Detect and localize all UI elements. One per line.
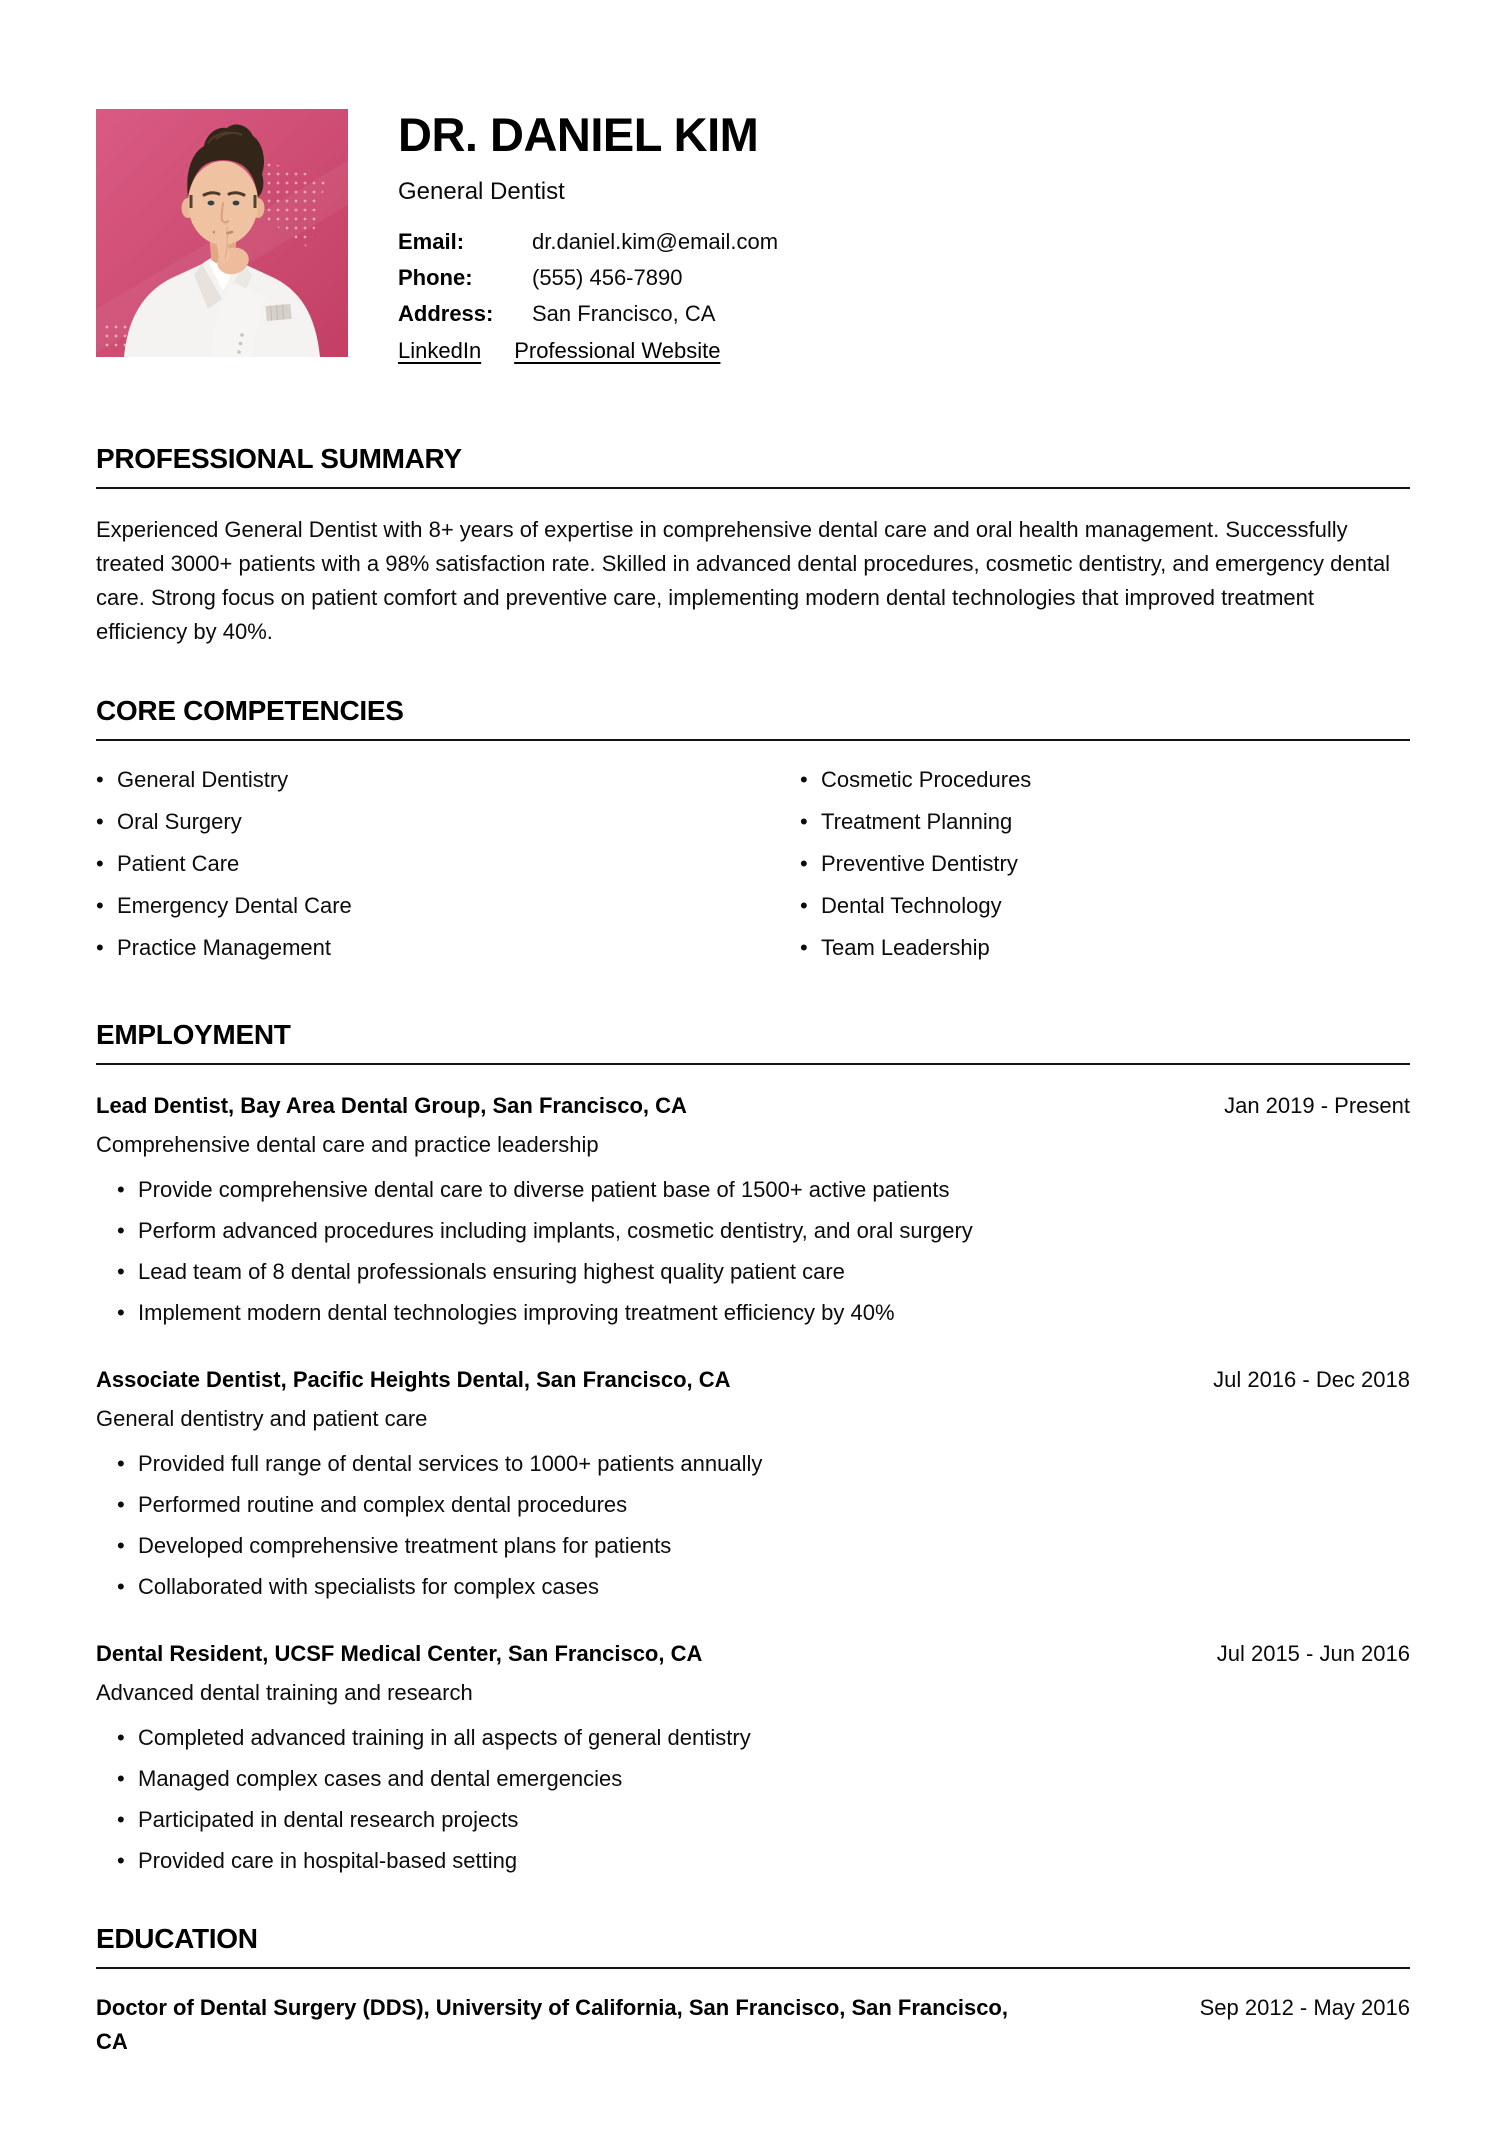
section-employment: [96, 1019, 1410, 1877]
contact-row-phone: [398, 260, 778, 296]
job-bullet: • Provide comprehensive dental care to diverse patient base of 1500+ active patients: [117, 1173, 1410, 1206]
job-entry: [96, 1363, 1410, 1603]
job-bullet: • Completed advanced training in all aspects of general dentistry: [117, 1721, 1410, 1754]
job-title: Associate Dentist, Pacific Heights Dental, San Francisco, CA: [96, 1367, 731, 1392]
job-subtitle: General dentistry and patient care: [96, 1406, 428, 1431]
competency-item: • Cosmetic Procedures: [800, 763, 1410, 796]
contact-row-email: [398, 224, 778, 260]
job-bullet-list: [96, 1721, 1410, 1877]
job-dates: Jul 2015 - Jun 2016: [1216, 1641, 1410, 1666]
job-bullet: • Lead team of 8 dental professionals ensuring highest quality patient care: [117, 1255, 1410, 1288]
contact-links: [398, 333, 778, 369]
job-title: Dental Resident, UCSF Medical Center, San Francisco, CA: [96, 1641, 703, 1666]
job-bullet: • Provided full range of dental services to 1000+ patients annually: [117, 1447, 1410, 1480]
section-professional-summary: [96, 443, 1410, 649]
competency-item: • Preventive Dentistry: [800, 847, 1410, 880]
education-entry: [96, 1991, 1410, 2059]
competencies-heading: CORE COMPETENCIES: [96, 695, 1410, 741]
contact-row-address: [398, 296, 778, 332]
competency-list-left: [96, 763, 800, 973]
competencies-grid: [96, 763, 1410, 973]
job-bullet-list: [96, 1447, 1410, 1603]
job-bullet: • Developed comprehensive treatment plans for patients: [117, 1529, 1410, 1562]
address-value: San Francisco, CA: [532, 301, 716, 326]
contact-block: [398, 224, 778, 369]
job-bullet: • Implement modern dental technologies improving treatment efficiency by 40%: [117, 1296, 1410, 1329]
candidate-name: DR. DANIEL KIM: [398, 108, 759, 161]
competency-item: • Team Leadership: [800, 931, 1410, 964]
job-head: [96, 1637, 1410, 1670]
competency-item: • Practice Management: [96, 931, 800, 964]
competency-item: • General Dentistry: [96, 763, 800, 796]
job-bullet: • Managed complex cases and dental emergencies: [117, 1762, 1410, 1795]
header-info: [398, 109, 778, 369]
competency-item: • Patient Care: [96, 847, 800, 880]
employment-heading: EMPLOYMENT: [96, 1019, 1410, 1065]
email-value: dr.daniel.kim@email.com: [532, 229, 779, 254]
competency-item: • Emergency Dental Care: [96, 889, 800, 922]
address-label: Address:: [398, 301, 494, 326]
job-bullet: • Provided care in hospital-based setting: [117, 1844, 1410, 1877]
section-education: [96, 1923, 1410, 2059]
job-bullet-list: [96, 1173, 1410, 1329]
summary-heading: PROFESSIONAL SUMMARY: [96, 443, 1410, 489]
profile-photo: [96, 109, 348, 357]
job-bullet: • Collaborated with specialists for complex cases: [117, 1570, 1410, 1603]
candidate-title: General Dentist: [398, 178, 565, 205]
section-core-competencies: [96, 695, 1410, 973]
resume-header: [96, 109, 1410, 369]
job-bullet: • Performed routine and complex dental procedures: [117, 1488, 1410, 1521]
phone-value: (555) 456-7890: [532, 265, 683, 290]
competency-item: • Treatment Planning: [800, 805, 1410, 838]
pocket-square: [265, 304, 291, 321]
linkedin-link[interactable]: LinkedIn: [398, 338, 482, 363]
job-head: [96, 1363, 1410, 1396]
competency-item: • Oral Surgery: [96, 805, 800, 838]
job-head: [96, 1089, 1410, 1122]
education-dates: Sep 2012 - May 2016: [1199, 1995, 1410, 2020]
job-bullet: • Perform advanced procedures including implants, cosmetic dentistry, and oral surgery: [117, 1214, 1410, 1247]
job-dates: Jan 2019 - Present: [1224, 1093, 1410, 1118]
education-degree: Doctor of Dental Surgery (DDS), University of California, San Francisco, San Francisco, CA: [96, 1995, 1008, 2054]
professional-website-link[interactable]: Professional Website: [514, 338, 721, 363]
education-heading: EDUCATION: [96, 1923, 1410, 1969]
summary-text: Experienced General Dentist with 8+ years of expertise in comprehensive dental care and oral health management. Successfully treated 3000+ patients with a 98% satisfaction rate. Skilled in advanced dental procedures, cosmetic dentistry, and emergency dental care. Strong focus on patient comfort and preventive care, implementing modern dental technologies that improved treatment efficiency by 40%.: [96, 517, 1391, 644]
job-title: Lead Dentist, Bay Area Dental Group, San Francisco, CA: [96, 1093, 687, 1118]
job-subtitle: Advanced dental training and research: [96, 1680, 473, 1705]
job-subtitle: Comprehensive dental care and practice leadership: [96, 1132, 599, 1157]
competency-list-right: [800, 763, 1410, 973]
job-entry: [96, 1089, 1410, 1329]
competency-item: • Dental Technology: [800, 889, 1410, 922]
profile-photo-illustration: [96, 109, 348, 357]
job-entry: [96, 1637, 1410, 1877]
phone-label: Phone:: [398, 265, 473, 290]
job-dates: Jul 2016 - Dec 2018: [1213, 1367, 1410, 1392]
job-bullet: • Participated in dental research projects: [117, 1803, 1410, 1836]
email-label: Email:: [398, 229, 465, 254]
